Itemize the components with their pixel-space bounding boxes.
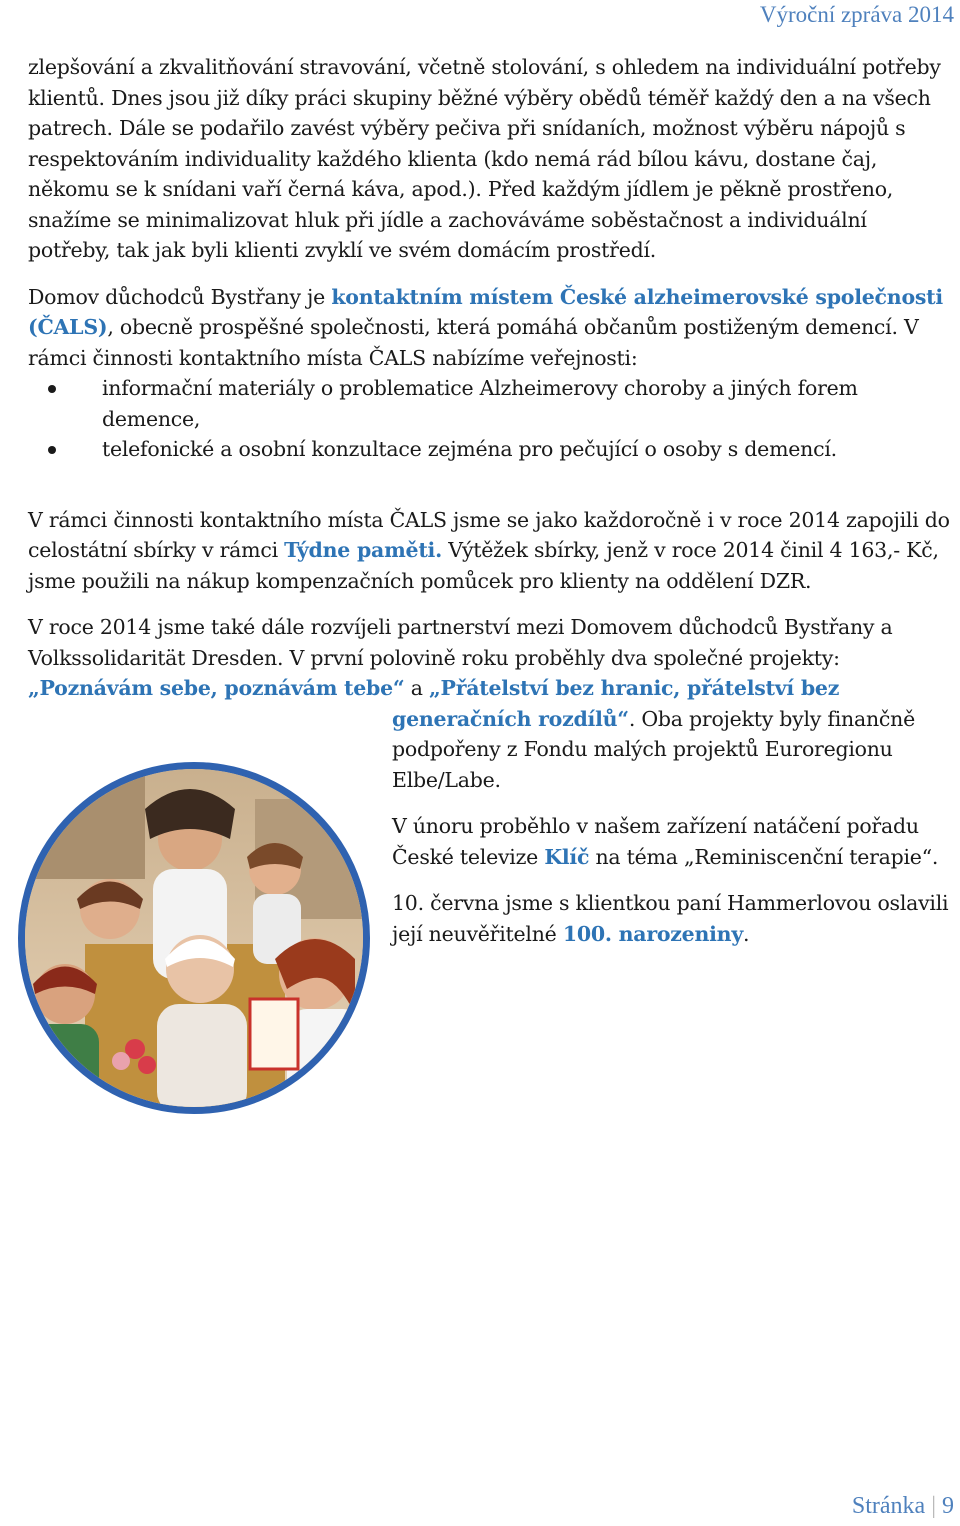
birthday-highlight: 100. narozeniny (562, 921, 743, 946)
paragraph-partnership: V roce 2014 jsme také dále rozvíjeli partnerství mezi Domovem důchodců Bystřany a Volkssolidarität Dresden. V první polovině roku proběhly dva společné projekty: (28, 615, 893, 670)
project-title-line (28, 673, 952, 704)
paragraph-text: Domov důchodců Bystřany je (28, 284, 332, 309)
circular-photo (18, 762, 370, 1114)
paragraph-memory-week (28, 505, 952, 597)
list-item (28, 434, 952, 465)
right-column (392, 704, 952, 950)
header-title: Výroční zpráva 2014 (759, 2, 954, 27)
tv-show-link: Klíč (544, 844, 590, 869)
paragraph-text: V únoru proběhlo v našem zařízení natáčení pořadu České televize (392, 814, 919, 869)
paragraph-text: na téma „Reminiscenční terapie“. (589, 844, 939, 869)
cals-contact-link: kontaktním místem České alzheimerovské společnosti (ČALS) (28, 284, 943, 339)
paragraph-tv (392, 811, 952, 872)
memory-week-link: Týdne paměti. (284, 538, 442, 562)
project-2-title-cont: generačních rozdílů“ (392, 706, 629, 731)
paragraph-catering: zlepšování a zkvalitňování stravování, včetně stolování, s ohledem na individuální potřeby klientů. Dnes jsou již díky práci skupiny běžné výběry obědů téměř každý den a na všech patrech. Dále se podařilo zavést výběry pečiva při snídaních, možnost výběru nápojů s respektováním individuality každého klienta (kdo nemá rád bílou kávu, dostane čaj, někomu se k snídani vaří černá káva, apod.). Před každým jídlem je pěkně prostřeno, snažíme se minimalizovat hluk při jídle a zachováváme soběstačnost a individuální potřeby, tak jak byli klienti zvyklí ve svém domácím prostředí. (28, 55, 941, 262)
bullet-list (28, 373, 952, 465)
paragraph-projects (392, 704, 952, 796)
project-1-title: „Poznávám sebe, poznávám tebe“ (28, 676, 405, 700)
bullet-icon (48, 446, 56, 454)
paragraph-birthday (392, 888, 952, 949)
celebration-photo-image (25, 769, 363, 1107)
footer-separator: | (931, 1493, 936, 1519)
paragraph-contact-point (28, 282, 952, 374)
page-number: 9 (942, 1493, 954, 1519)
list-item-text: telefonické a osobní konzultace zejména pro pečující o osoby s demencí. (102, 437, 837, 461)
list-item-text: informační materiály o problematice Alzheimerovy choroby a jiných forem demence, (102, 376, 858, 431)
paragraph-text: . Oba projekty byly finančně podpořeny z Fondu malých projektů Euroregionu Elbe/Labe. (392, 706, 915, 792)
bullet-icon (48, 385, 56, 393)
page-label: Stránka (851, 1493, 926, 1519)
paragraph-text: Výtěžek sbírky, jenž v roce 2014 činil 4 163,- Kč, jsme použili na nákup kompenzačních pomůcek pro klienty na oddělení DZR. (28, 538, 939, 593)
page-footer (852, 1493, 954, 1520)
list-item (28, 373, 952, 434)
paragraph-text: a (404, 676, 429, 700)
paragraph-text: 10. června jsme s klientkou paní Hammerlovou oslavili její neuvěřitelné (392, 891, 949, 946)
paragraph-text: , obecně prospěšné společnosti, která pomáhá občanům postiženým demencí. V rámci činnosti kontaktního místa ČALS nabízíme veřejnosti: (28, 315, 919, 370)
paragraph-text: . (742, 921, 750, 946)
paragraph-text: V rámci činnosti kontaktního místa ČALS jsme se jako každoročně i v roce 2014 zapojili do celostátní sbírky v rámci (28, 507, 950, 562)
project-2-title: „Přátelství bez hranic, přátelství bez (428, 676, 840, 700)
